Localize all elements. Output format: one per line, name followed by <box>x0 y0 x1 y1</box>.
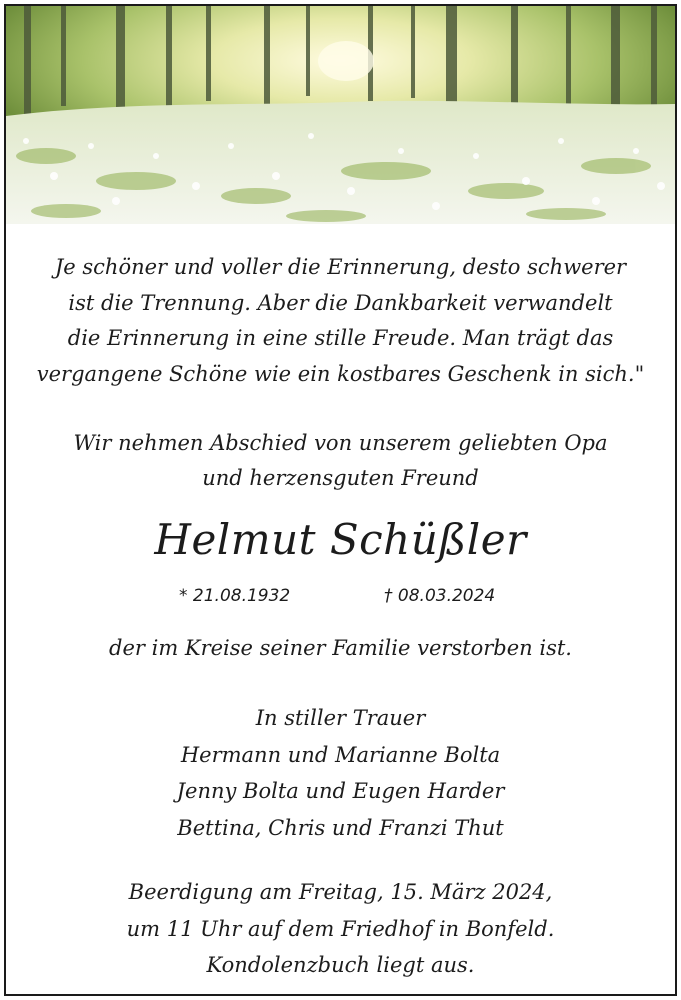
intro-line: Wir nehmen Abschied von unserem geliebten Opa <box>73 431 608 455</box>
funeral-line: Beerdigung am Freitag, 15. März 2024, <box>128 880 553 904</box>
quote <box>6 250 675 392</box>
obituary-notice <box>4 4 677 996</box>
life-dates <box>6 584 675 616</box>
mourners <box>6 700 675 846</box>
mourner-name: Hermann und Marianne Bolta <box>180 742 501 767</box>
mourners-heading: In stiller Trauer <box>255 706 426 730</box>
death-date: † 08.03.2024 <box>384 586 496 606</box>
mourner-name: Bettina, Chris und Franzi Thut <box>177 815 504 840</box>
intro-line: und herzensguten Freund <box>202 466 479 490</box>
funeral-info <box>6 874 675 984</box>
farewell-intro <box>6 426 675 496</box>
mourner-name: Jenny Bolta und Eugen Harder <box>176 779 505 803</box>
passing-text: der im Kreise seiner Familie verstorben ist. <box>109 636 572 660</box>
quote-line: vergangene Schöne wie ein kostbares Geschenk in sich." <box>36 361 645 386</box>
quote-line: ist die Trennung. Aber die Dankbarkeit verwandelt <box>68 290 613 315</box>
funeral-line: um 11 Uhr auf dem Friedhof in Bonfeld. <box>126 916 555 941</box>
quote-line: die Erinnerung in eine stille Freude. Man trägt das <box>67 326 614 350</box>
funeral-line: Kondolenzbuch liegt aus. <box>206 953 475 977</box>
forest-wild-garlic-photo <box>6 6 675 224</box>
deceased-name: Helmut Schüßler <box>154 515 527 564</box>
birth-date: * 21.08.1932 <box>179 586 291 606</box>
quote-line: Je schöner und voller die Erinnerung, desto schwerer <box>54 255 627 279</box>
